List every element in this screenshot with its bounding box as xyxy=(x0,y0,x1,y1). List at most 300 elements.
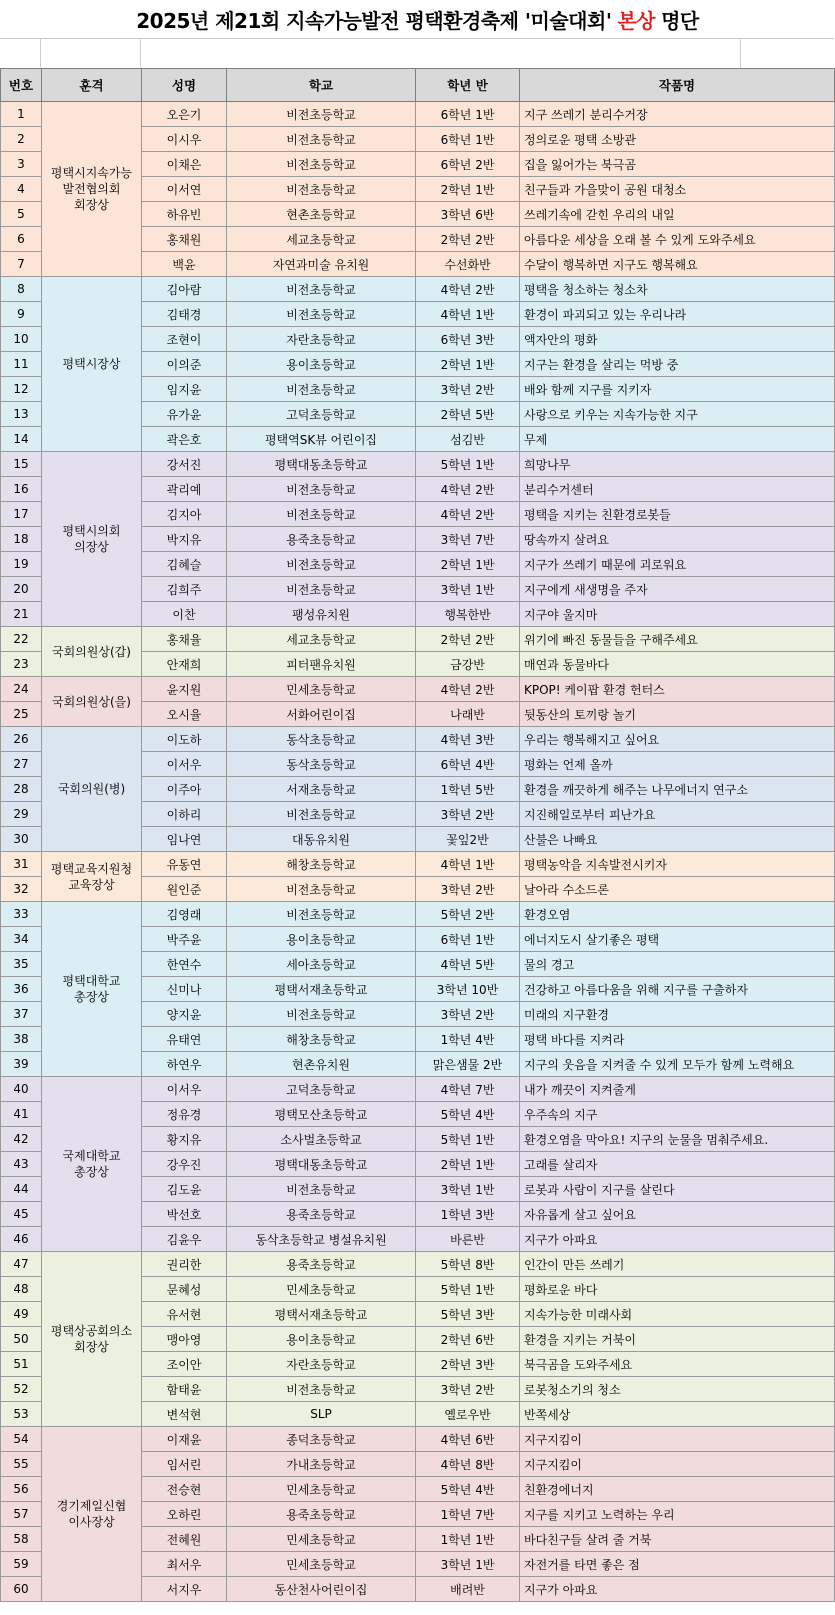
cell-name: 이시우 xyxy=(142,127,227,152)
header-row xyxy=(1,69,835,102)
cell-school: 민세초등학교 xyxy=(227,1277,416,1302)
cell-grade-class: 3학년 1반 xyxy=(416,577,520,602)
cell-name: 임나연 xyxy=(142,827,227,852)
cell-grade-class: 4학년 2반 xyxy=(416,677,520,702)
cell-grade-class: 2학년 1반 xyxy=(416,177,520,202)
cell-grade-class: 섬김반 xyxy=(416,427,520,452)
cell-number: 50 xyxy=(1,1327,42,1352)
cell-school: 용죽초등학교 xyxy=(227,1502,416,1527)
cell-name: 강서진 xyxy=(142,452,227,477)
header-award: 훈격 xyxy=(42,69,142,102)
table-row xyxy=(1,902,835,927)
cell-grade-class: 5학년 1반 xyxy=(416,1127,520,1152)
cell-school: 평택모산초등학교 xyxy=(227,1102,416,1127)
cell-grade-class: 2학년 1반 xyxy=(416,552,520,577)
cell-grade-class: 4학년 8반 xyxy=(416,1452,520,1477)
cell-grade-class: 행복한반 xyxy=(416,602,520,627)
cell-artwork-title: 배와 함께 지구를 지키자 xyxy=(520,377,835,402)
cell-name: 최서우 xyxy=(142,1552,227,1577)
cell-school: 비전초등학교 xyxy=(227,877,416,902)
cell-artwork-title: 반쪽세상 xyxy=(520,1402,835,1427)
cell-grade-class: 꽃잎2반 xyxy=(416,827,520,852)
cell-grade-class: 5학년 2반 xyxy=(416,902,520,927)
cell-name: 하유빈 xyxy=(142,202,227,227)
cell-name: 김희주 xyxy=(142,577,227,602)
cell-artwork-title: 지구는 환경을 살리는 먹방 중 xyxy=(520,352,835,377)
table-row xyxy=(1,452,835,477)
cell-artwork-title: 환경오염을 막아요! 지구의 눈물을 멈춰주세요. xyxy=(520,1127,835,1152)
cell-artwork-title: 날아라 수소드론 xyxy=(520,877,835,902)
cell-grade-class: 1학년 1반 xyxy=(416,1527,520,1552)
cell-number: 4 xyxy=(1,177,42,202)
cell-name: 이재윤 xyxy=(142,1427,227,1452)
table-row xyxy=(1,627,835,652)
cell-award: 평택대학교 총장상 xyxy=(42,902,142,1077)
cell-name: 맹아영 xyxy=(142,1327,227,1352)
cell-number: 23 xyxy=(1,652,42,677)
cell-name: 한연수 xyxy=(142,952,227,977)
cell-artwork-title: 환경을 지키는 거북이 xyxy=(520,1327,835,1352)
cell-award: 평택시장상 xyxy=(42,277,142,452)
cell-number: 22 xyxy=(1,627,42,652)
cell-name: 이도하 xyxy=(142,727,227,752)
table-row xyxy=(1,1252,835,1277)
cell-grade-class: 5학년 4반 xyxy=(416,1102,520,1127)
cell-number: 1 xyxy=(1,102,42,127)
cell-artwork-title: 쓰레기속에 갇힌 우리의 내일 xyxy=(520,202,835,227)
cell-school: 민세초등학교 xyxy=(227,1477,416,1502)
cell-name: 문혜성 xyxy=(142,1277,227,1302)
cell-number: 25 xyxy=(1,702,42,727)
cell-artwork-title: 평택을 지키는 친환경로봇들 xyxy=(520,502,835,527)
cell-award: 평택시의회 의장상 xyxy=(42,452,142,627)
cell-school: 용이초등학교 xyxy=(227,927,416,952)
cell-award: 평택교육지원청 교육장상 xyxy=(42,852,142,902)
cell-school: 서재초등학교 xyxy=(227,777,416,802)
cell-name: 김윤우 xyxy=(142,1227,227,1252)
cell-grade-class: 3학년 7반 xyxy=(416,527,520,552)
cell-school: 용죽초등학교 xyxy=(227,1252,416,1277)
cell-grade-class: 4학년 6반 xyxy=(416,1427,520,1452)
cell-name: 조현이 xyxy=(142,327,227,352)
cell-grade-class: 3학년 2반 xyxy=(416,877,520,902)
cell-number: 41 xyxy=(1,1102,42,1127)
cell-school: 해창초등학교 xyxy=(227,852,416,877)
cell-grade-class: 1학년 7반 xyxy=(416,1502,520,1527)
cell-artwork-title: 지속가능한 미래사회 xyxy=(520,1302,835,1327)
cell-number: 37 xyxy=(1,1002,42,1027)
cell-number: 6 xyxy=(1,227,42,252)
table-row xyxy=(1,102,835,127)
cell-grade-class: 바른반 xyxy=(416,1227,520,1252)
cell-number: 54 xyxy=(1,1427,42,1452)
cell-name: 전혜원 xyxy=(142,1527,227,1552)
cell-school: 민세초등학교 xyxy=(227,1552,416,1577)
cell-school: 비전초등학교 xyxy=(227,1002,416,1027)
cell-grade-class: 4학년 1반 xyxy=(416,302,520,327)
table-body xyxy=(1,102,835,1602)
cell-school: 비전초등학교 xyxy=(227,1177,416,1202)
cell-number: 34 xyxy=(1,927,42,952)
cell-artwork-title: 정의로운 평택 소방관 xyxy=(520,127,835,152)
cell-name: 안재희 xyxy=(142,652,227,677)
cell-grade-class: 옐로우반 xyxy=(416,1402,520,1427)
cell-school: 대동유치원 xyxy=(227,827,416,852)
cell-number: 38 xyxy=(1,1027,42,1052)
cell-number: 20 xyxy=(1,577,42,602)
cell-name: 이서우 xyxy=(142,752,227,777)
cell-school: 비전초등학교 xyxy=(227,302,416,327)
cell-grade-class: 6학년 1반 xyxy=(416,927,520,952)
cell-school: 민세초등학교 xyxy=(227,1527,416,1552)
cell-name: 변석현 xyxy=(142,1402,227,1427)
cell-school: 비전초등학교 xyxy=(227,902,416,927)
cell-number: 42 xyxy=(1,1127,42,1152)
cell-name: 임지윤 xyxy=(142,377,227,402)
cell-grade-class: 수선화반 xyxy=(416,252,520,277)
cell-artwork-title: KPOP! 케이팝 환경 헌터스 xyxy=(520,677,835,702)
cell-number: 29 xyxy=(1,802,42,827)
cell-grade-class: 2학년 2반 xyxy=(416,627,520,652)
cell-school: 동삭초등학교 xyxy=(227,727,416,752)
header-name: 성명 xyxy=(142,69,227,102)
cell-name: 김태경 xyxy=(142,302,227,327)
cell-number: 36 xyxy=(1,977,42,1002)
cell-school: 고덕초등학교 xyxy=(227,1077,416,1102)
table-row xyxy=(1,727,835,752)
cell-school: 가내초등학교 xyxy=(227,1452,416,1477)
cell-name: 이찬 xyxy=(142,602,227,627)
cell-award: 국회의원상(을) xyxy=(42,677,142,727)
cell-artwork-title: 지구가 아파요 xyxy=(520,1227,835,1252)
cell-name: 이의준 xyxy=(142,352,227,377)
cell-grade-class: 6학년 4반 xyxy=(416,752,520,777)
cell-number: 10 xyxy=(1,327,42,352)
cell-school: 용이초등학교 xyxy=(227,1327,416,1352)
cell-school: 팽성유치원 xyxy=(227,602,416,627)
cell-grade-class: 나래반 xyxy=(416,702,520,727)
cell-artwork-title: 물의 경고 xyxy=(520,952,835,977)
cell-grade-class: 맑은샘물 2반 xyxy=(416,1052,520,1077)
cell-artwork-title: 환경오염 xyxy=(520,902,835,927)
cell-grade-class: 3학년 6반 xyxy=(416,202,520,227)
cell-school: 비전초등학교 xyxy=(227,102,416,127)
cell-school: 평택서재초등학교 xyxy=(227,1302,416,1327)
cell-artwork-title: 땅속까지 살려요 xyxy=(520,527,835,552)
cell-name: 박선호 xyxy=(142,1202,227,1227)
title-suffix: 명단 xyxy=(661,8,699,33)
cell-name: 이서연 xyxy=(142,177,227,202)
cell-number: 56 xyxy=(1,1477,42,1502)
cell-name: 홍채원 xyxy=(142,227,227,252)
cell-grade-class: 6학년 3반 xyxy=(416,327,520,352)
cell-number: 60 xyxy=(1,1577,42,1602)
cell-grade-class: 4학년 3반 xyxy=(416,727,520,752)
cell-name: 곽은호 xyxy=(142,427,227,452)
title-prefix: 2025년 제21회 지속가능발전 평택환경축제 '미술대회' xyxy=(136,8,612,33)
cell-artwork-title: 산불은 나빠요 xyxy=(520,827,835,852)
cell-name: 이주아 xyxy=(142,777,227,802)
cell-grade-class: 3학년 2반 xyxy=(416,1377,520,1402)
cell-number: 24 xyxy=(1,677,42,702)
cell-grade-class: 3학년 2반 xyxy=(416,802,520,827)
cell-name: 김아람 xyxy=(142,277,227,302)
header-school: 학교 xyxy=(227,69,416,102)
cell-number: 52 xyxy=(1,1377,42,1402)
cell-artwork-title: 친구들과 가을맞이 공원 대청소 xyxy=(520,177,835,202)
cell-artwork-title: 평택농악을 지속발전시키자 xyxy=(520,852,835,877)
cell-school: 세교초등학교 xyxy=(227,227,416,252)
cell-award: 경기제일신협 이사장상 xyxy=(42,1427,142,1602)
cell-artwork-title: 수달이 행복하면 지구도 행복해요 xyxy=(520,252,835,277)
cell-school: 현촌초등학교 xyxy=(227,202,416,227)
page-title xyxy=(0,0,835,38)
cell-number: 17 xyxy=(1,502,42,527)
cell-number: 19 xyxy=(1,552,42,577)
cell-school: 자란초등학교 xyxy=(227,1352,416,1377)
cell-grade-class: 2학년 1반 xyxy=(416,352,520,377)
table-row xyxy=(1,277,835,302)
cell-school: 비전초등학교 xyxy=(227,477,416,502)
cell-school: 고덕초등학교 xyxy=(227,402,416,427)
cell-name: 신미나 xyxy=(142,977,227,1002)
cell-name: 김도윤 xyxy=(142,1177,227,1202)
cell-artwork-title: 환경을 깨끗하게 해주는 나무에너지 연구소 xyxy=(520,777,835,802)
cell-grade-class: 2학년 1반 xyxy=(416,1152,520,1177)
cell-artwork-title: 우리는 행복해지고 싶어요 xyxy=(520,727,835,752)
cell-artwork-title: 뒷동산의 토끼랑 놀기 xyxy=(520,702,835,727)
cell-school: 비전초등학교 xyxy=(227,1377,416,1402)
cell-school: 세교초등학교 xyxy=(227,627,416,652)
cell-number: 55 xyxy=(1,1452,42,1477)
cell-number: 48 xyxy=(1,1277,42,1302)
cell-school: 비전초등학교 xyxy=(227,152,416,177)
cell-number: 16 xyxy=(1,477,42,502)
cell-name: 윤지원 xyxy=(142,677,227,702)
cell-artwork-title: 지구가 쓰레기 때문에 괴로워요 xyxy=(520,552,835,577)
cell-name: 이채은 xyxy=(142,152,227,177)
cell-grade-class: 2학년 6반 xyxy=(416,1327,520,1352)
cell-grade-class: 3학년 2반 xyxy=(416,377,520,402)
cell-number: 53 xyxy=(1,1402,42,1427)
cell-award: 국회의원(병) xyxy=(42,727,142,852)
cell-number: 21 xyxy=(1,602,42,627)
cell-number: 40 xyxy=(1,1077,42,1102)
cell-grade-class: 5학년 8반 xyxy=(416,1252,520,1277)
cell-school: 서화어린이집 xyxy=(227,702,416,727)
cell-number: 59 xyxy=(1,1552,42,1577)
cell-school: SLP xyxy=(227,1402,416,1427)
cell-name: 오하린 xyxy=(142,1502,227,1527)
blank-row xyxy=(0,38,834,70)
cell-school: 종덕초등학교 xyxy=(227,1427,416,1452)
cell-artwork-title: 내가 깨끗이 지켜줄게 xyxy=(520,1077,835,1102)
cell-number: 30 xyxy=(1,827,42,852)
cell-artwork-title: 고래를 살리자 xyxy=(520,1152,835,1177)
cell-number: 12 xyxy=(1,377,42,402)
cell-number: 27 xyxy=(1,752,42,777)
cell-school: 소사벌초등학교 xyxy=(227,1127,416,1152)
cell-grade-class: 4학년 7반 xyxy=(416,1077,520,1102)
cell-name: 김혜슬 xyxy=(142,552,227,577)
cell-artwork-title: 자유롭게 살고 싶어요 xyxy=(520,1202,835,1227)
cell-school: 현촌유치원 xyxy=(227,1052,416,1077)
cell-number: 3 xyxy=(1,152,42,177)
cell-artwork-title: 미래의 지구환경 xyxy=(520,1002,835,1027)
cell-grade-class: 5학년 1반 xyxy=(416,452,520,477)
cell-number: 5 xyxy=(1,202,42,227)
cell-number: 31 xyxy=(1,852,42,877)
cell-artwork-title: 분리수거센터 xyxy=(520,477,835,502)
table-row xyxy=(1,1427,835,1452)
cell-school: 용죽초등학교 xyxy=(227,527,416,552)
cell-name: 유동연 xyxy=(142,852,227,877)
cell-name: 박지유 xyxy=(142,527,227,552)
cell-artwork-title: 사랑으로 키우는 지속가능한 지구 xyxy=(520,402,835,427)
cell-school: 용이초등학교 xyxy=(227,352,416,377)
cell-artwork-title: 자전거를 타면 좋은 점 xyxy=(520,1552,835,1577)
cell-artwork-title: 위기에 빠진 동물들을 구해주세요 xyxy=(520,627,835,652)
cell-number: 33 xyxy=(1,902,42,927)
cell-number: 15 xyxy=(1,452,42,477)
cell-name: 곽리예 xyxy=(142,477,227,502)
cell-artwork-title: 로봇과 사람이 지구를 살린다 xyxy=(520,1177,835,1202)
cell-name: 황지유 xyxy=(142,1127,227,1152)
cell-name: 원인준 xyxy=(142,877,227,902)
cell-name: 조이안 xyxy=(142,1352,227,1377)
cell-school: 해창초등학교 xyxy=(227,1027,416,1052)
cell-number: 43 xyxy=(1,1152,42,1177)
cell-number: 51 xyxy=(1,1352,42,1377)
cell-artwork-title: 액자안의 평화 xyxy=(520,327,835,352)
cell-number: 2 xyxy=(1,127,42,152)
cell-name: 홍채율 xyxy=(142,627,227,652)
cell-school: 피터팬유치원 xyxy=(227,652,416,677)
cell-school: 비전초등학교 xyxy=(227,502,416,527)
cell-school: 평택역SK뷰 어린이집 xyxy=(227,427,416,452)
cell-name: 박주윤 xyxy=(142,927,227,952)
award-table xyxy=(0,68,835,1602)
cell-name: 임서린 xyxy=(142,1452,227,1477)
cell-grade-class: 1학년 3반 xyxy=(416,1202,520,1227)
cell-school: 민세초등학교 xyxy=(227,677,416,702)
cell-artwork-title: 평택 바다를 지켜라 xyxy=(520,1027,835,1052)
cell-school: 비전초등학교 xyxy=(227,127,416,152)
cell-number: 57 xyxy=(1,1502,42,1527)
cell-artwork-title: 에너지도시 살기좋은 평택 xyxy=(520,927,835,952)
cell-grade-class: 6학년 1반 xyxy=(416,127,520,152)
cell-number: 58 xyxy=(1,1527,42,1552)
cell-grade-class: 3학년 1반 xyxy=(416,1177,520,1202)
cell-grade-class: 금강반 xyxy=(416,652,520,677)
cell-school: 세아초등학교 xyxy=(227,952,416,977)
cell-grade-class: 배려반 xyxy=(416,1577,520,1602)
cell-grade-class: 3학년 2반 xyxy=(416,1002,520,1027)
cell-artwork-title: 지구지킴이 xyxy=(520,1452,835,1477)
cell-name: 유태연 xyxy=(142,1027,227,1052)
cell-school: 평택서재초등학교 xyxy=(227,977,416,1002)
cell-grade-class: 4학년 2반 xyxy=(416,277,520,302)
table-row xyxy=(1,677,835,702)
cell-school: 비전초등학교 xyxy=(227,377,416,402)
cell-name: 전승현 xyxy=(142,1477,227,1502)
cell-grade-class: 3학년 10반 xyxy=(416,977,520,1002)
cell-artwork-title: 지구를 지키고 노력하는 우리 xyxy=(520,1502,835,1527)
cell-school: 동삭초등학교 병설유치원 xyxy=(227,1227,416,1252)
cell-number: 47 xyxy=(1,1252,42,1277)
cell-name: 정유경 xyxy=(142,1102,227,1127)
cell-artwork-title: 친환경에너지 xyxy=(520,1477,835,1502)
cell-number: 44 xyxy=(1,1177,42,1202)
header-number: 번호 xyxy=(1,69,42,102)
cell-artwork-title: 지구야 울지마 xyxy=(520,602,835,627)
cell-name: 권리한 xyxy=(142,1252,227,1277)
cell-name: 유서현 xyxy=(142,1302,227,1327)
cell-grade-class: 2학년 5반 xyxy=(416,402,520,427)
cell-artwork-title: 평화로운 바다 xyxy=(520,1277,835,1302)
cell-grade-class: 4학년 5반 xyxy=(416,952,520,977)
cell-artwork-title: 북극곰을 도와주세요 xyxy=(520,1352,835,1377)
cell-grade-class: 4학년 2반 xyxy=(416,502,520,527)
cell-award: 국제대학교 총장상 xyxy=(42,1077,142,1252)
cell-grade-class: 2학년 2반 xyxy=(416,227,520,252)
cell-artwork-title: 지진해일로부터 피난가요 xyxy=(520,802,835,827)
cell-school: 비전초등학교 xyxy=(227,802,416,827)
cell-school: 용죽초등학교 xyxy=(227,1202,416,1227)
cell-school: 평택대동초등학교 xyxy=(227,1152,416,1177)
cell-grade-class: 6학년 1반 xyxy=(416,102,520,127)
cell-school: 자란초등학교 xyxy=(227,327,416,352)
cell-artwork-title: 로봇청소기의 청소 xyxy=(520,1377,835,1402)
cell-grade-class: 4학년 1반 xyxy=(416,852,520,877)
cell-grade-class: 4학년 2반 xyxy=(416,477,520,502)
cell-grade-class: 1학년 4반 xyxy=(416,1027,520,1052)
cell-name: 이하리 xyxy=(142,802,227,827)
cell-school: 비전초등학교 xyxy=(227,277,416,302)
cell-name: 양지윤 xyxy=(142,1002,227,1027)
cell-artwork-title: 환경이 파괴되고 있는 우리나라 xyxy=(520,302,835,327)
cell-school: 동삭초등학교 xyxy=(227,752,416,777)
cell-number: 45 xyxy=(1,1202,42,1227)
cell-artwork-title: 아름다운 세상을 오래 볼 수 있게 도와주세요 xyxy=(520,227,835,252)
cell-school: 비전초등학교 xyxy=(227,177,416,202)
cell-number: 9 xyxy=(1,302,42,327)
cell-grade-class: 6학년 2반 xyxy=(416,152,520,177)
cell-number: 26 xyxy=(1,727,42,752)
cell-number: 49 xyxy=(1,1302,42,1327)
cell-artwork-title: 매연과 동물바다 xyxy=(520,652,835,677)
cell-award: 평택시지속가능 발전협의회 회장상 xyxy=(42,102,142,277)
cell-number: 35 xyxy=(1,952,42,977)
table-row xyxy=(1,1077,835,1102)
cell-artwork-title: 집을 잃어가는 북극곰 xyxy=(520,152,835,177)
cell-grade-class: 5학년 3반 xyxy=(416,1302,520,1327)
cell-number: 14 xyxy=(1,427,42,452)
cell-artwork-title: 건강하고 아름다움을 위해 지구를 구출하자 xyxy=(520,977,835,1002)
cell-name: 강우진 xyxy=(142,1152,227,1177)
cell-artwork-title: 평화는 언제 올까 xyxy=(520,752,835,777)
cell-school: 비전초등학교 xyxy=(227,552,416,577)
header-artwork-title: 작품명 xyxy=(520,69,835,102)
cell-artwork-title: 지구가 아파요 xyxy=(520,1577,835,1602)
cell-number: 11 xyxy=(1,352,42,377)
cell-name: 백윤 xyxy=(142,252,227,277)
cell-artwork-title: 평택을 청소하는 청소차 xyxy=(520,277,835,302)
table-row xyxy=(1,852,835,877)
cell-school: 동산천사어린이집 xyxy=(227,1577,416,1602)
cell-number: 7 xyxy=(1,252,42,277)
cell-grade-class: 3학년 1반 xyxy=(416,1552,520,1577)
